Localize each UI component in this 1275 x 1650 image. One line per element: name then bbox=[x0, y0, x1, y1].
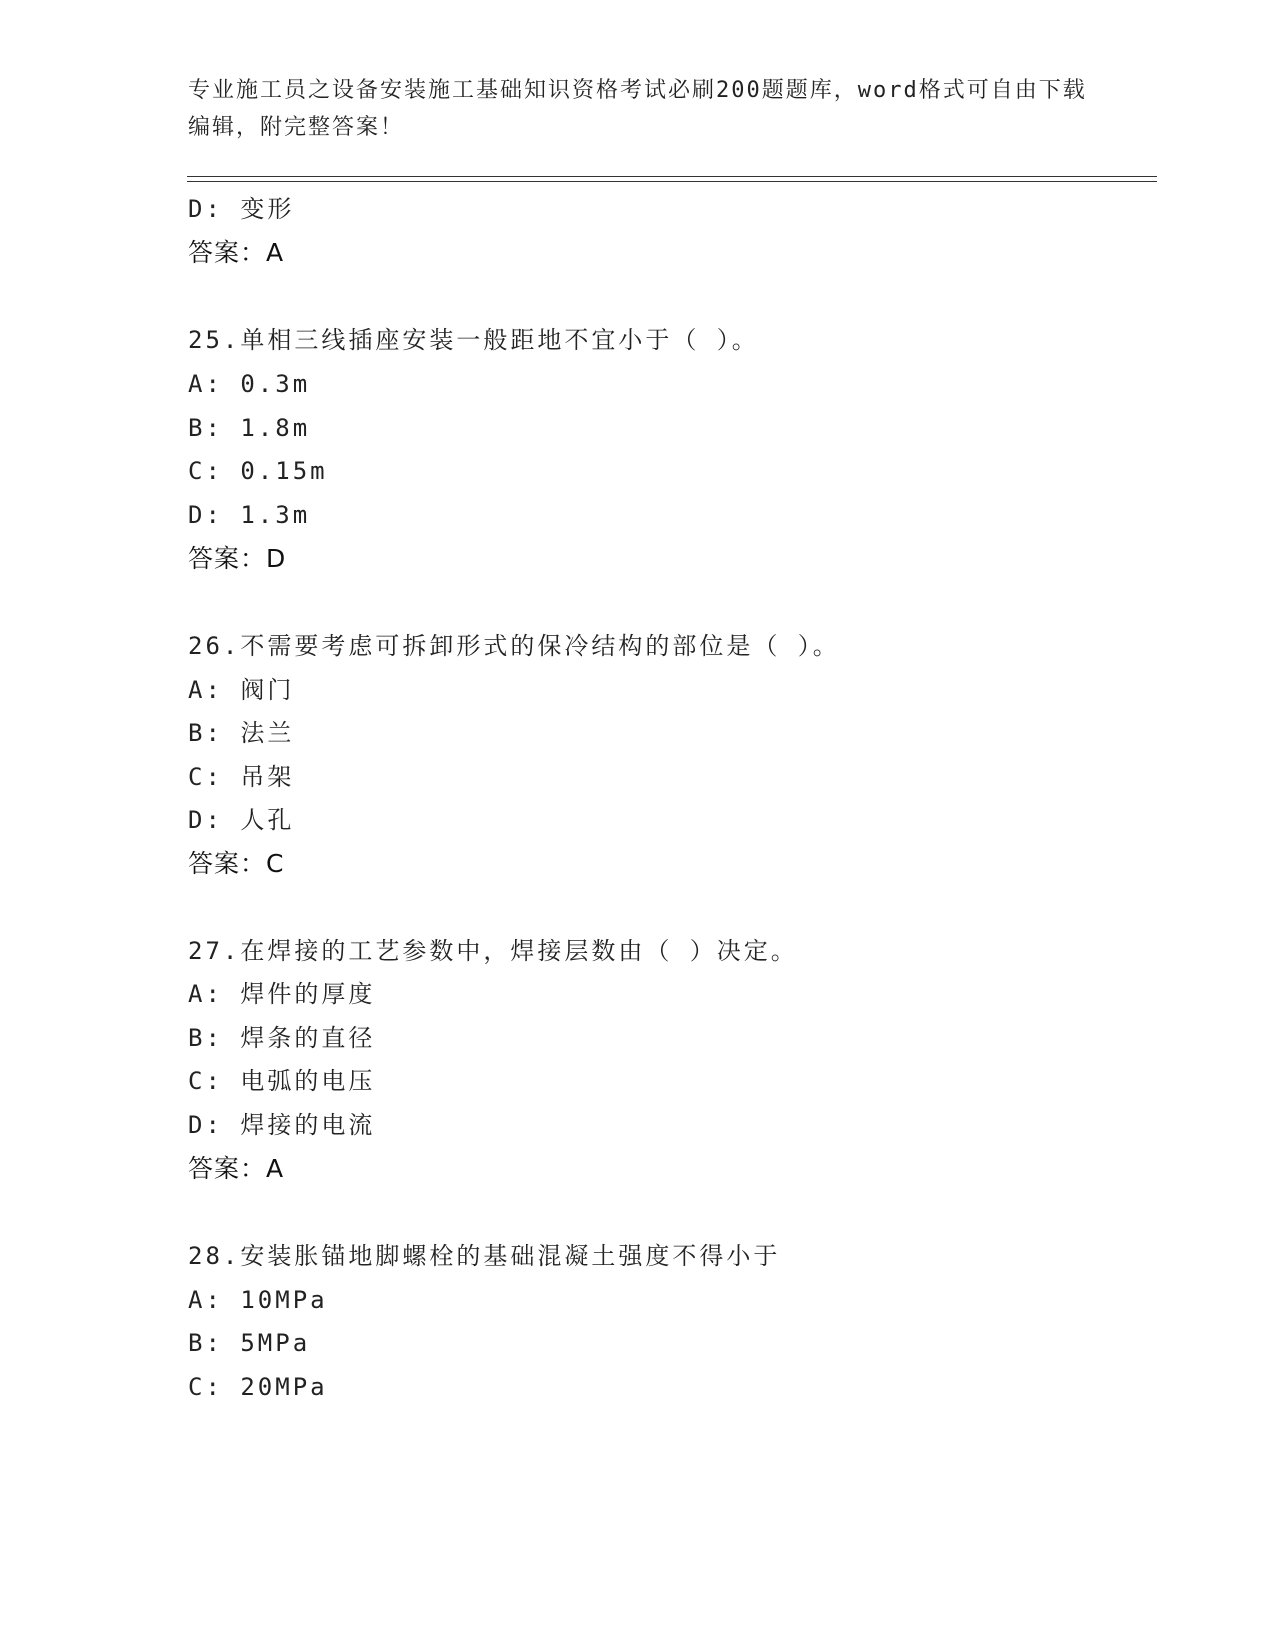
document-header: 专业施工员之设备安装施工基础知识资格考试必刷200题题库，word格式可自由下载编辑，附完整答案！ bbox=[188, 78, 1087, 140]
question-25-option-a: A: 0.3m bbox=[188, 370, 311, 398]
question-26-option-a: A: 阀门 bbox=[188, 676, 295, 704]
question-27-option-a: A: 焊件的厚度 bbox=[188, 980, 376, 1008]
question-26-option-b: B: 法兰 bbox=[188, 719, 295, 747]
header-divider-bottom bbox=[187, 181, 1157, 182]
question-26-option-c: C: 吊架 bbox=[188, 763, 295, 791]
question-27-answer: 答案：A bbox=[188, 1154, 285, 1183]
question-28-stem: 28.安装胀锚地脚螺栓的基础混凝土强度不得小于 bbox=[188, 1242, 781, 1270]
question-28-option-c: C: 20MPa bbox=[188, 1373, 328, 1401]
question-25-option-b: B: 1.8m bbox=[188, 414, 311, 442]
question-27-stem: 27.在焊接的工艺参数中，焊接层数由（ ）决定。 bbox=[188, 937, 798, 965]
question-27-option-d: D: 焊接的电流 bbox=[188, 1111, 376, 1139]
prev-answer: 答案：A bbox=[188, 238, 285, 267]
question-26-stem: 26.不需要考虑可拆卸形式的保冷结构的部位是（ ）。 bbox=[188, 632, 840, 660]
question-26-answer: 答案：C bbox=[188, 849, 285, 878]
question-26-option-d: D: 人孔 bbox=[188, 806, 295, 834]
prev-option-d: D: 变形 bbox=[188, 195, 295, 223]
question-25-option-d: D: 1.3m bbox=[188, 501, 311, 529]
question-25-stem: 25.单相三线插座安装一般距地不宜小于（ ）。 bbox=[188, 326, 759, 354]
header-divider-top bbox=[187, 176, 1157, 177]
question-27-option-b: B: 焊条的直径 bbox=[188, 1024, 376, 1052]
question-28-option-b: B: 5MPa bbox=[188, 1329, 311, 1357]
question-28-option-a: A: 10MPa bbox=[188, 1286, 328, 1314]
question-27-option-c: C: 电弧的电压 bbox=[188, 1067, 376, 1095]
question-25-option-c: C: 0.15m bbox=[188, 457, 328, 485]
question-25-answer: 答案：D bbox=[188, 544, 287, 573]
